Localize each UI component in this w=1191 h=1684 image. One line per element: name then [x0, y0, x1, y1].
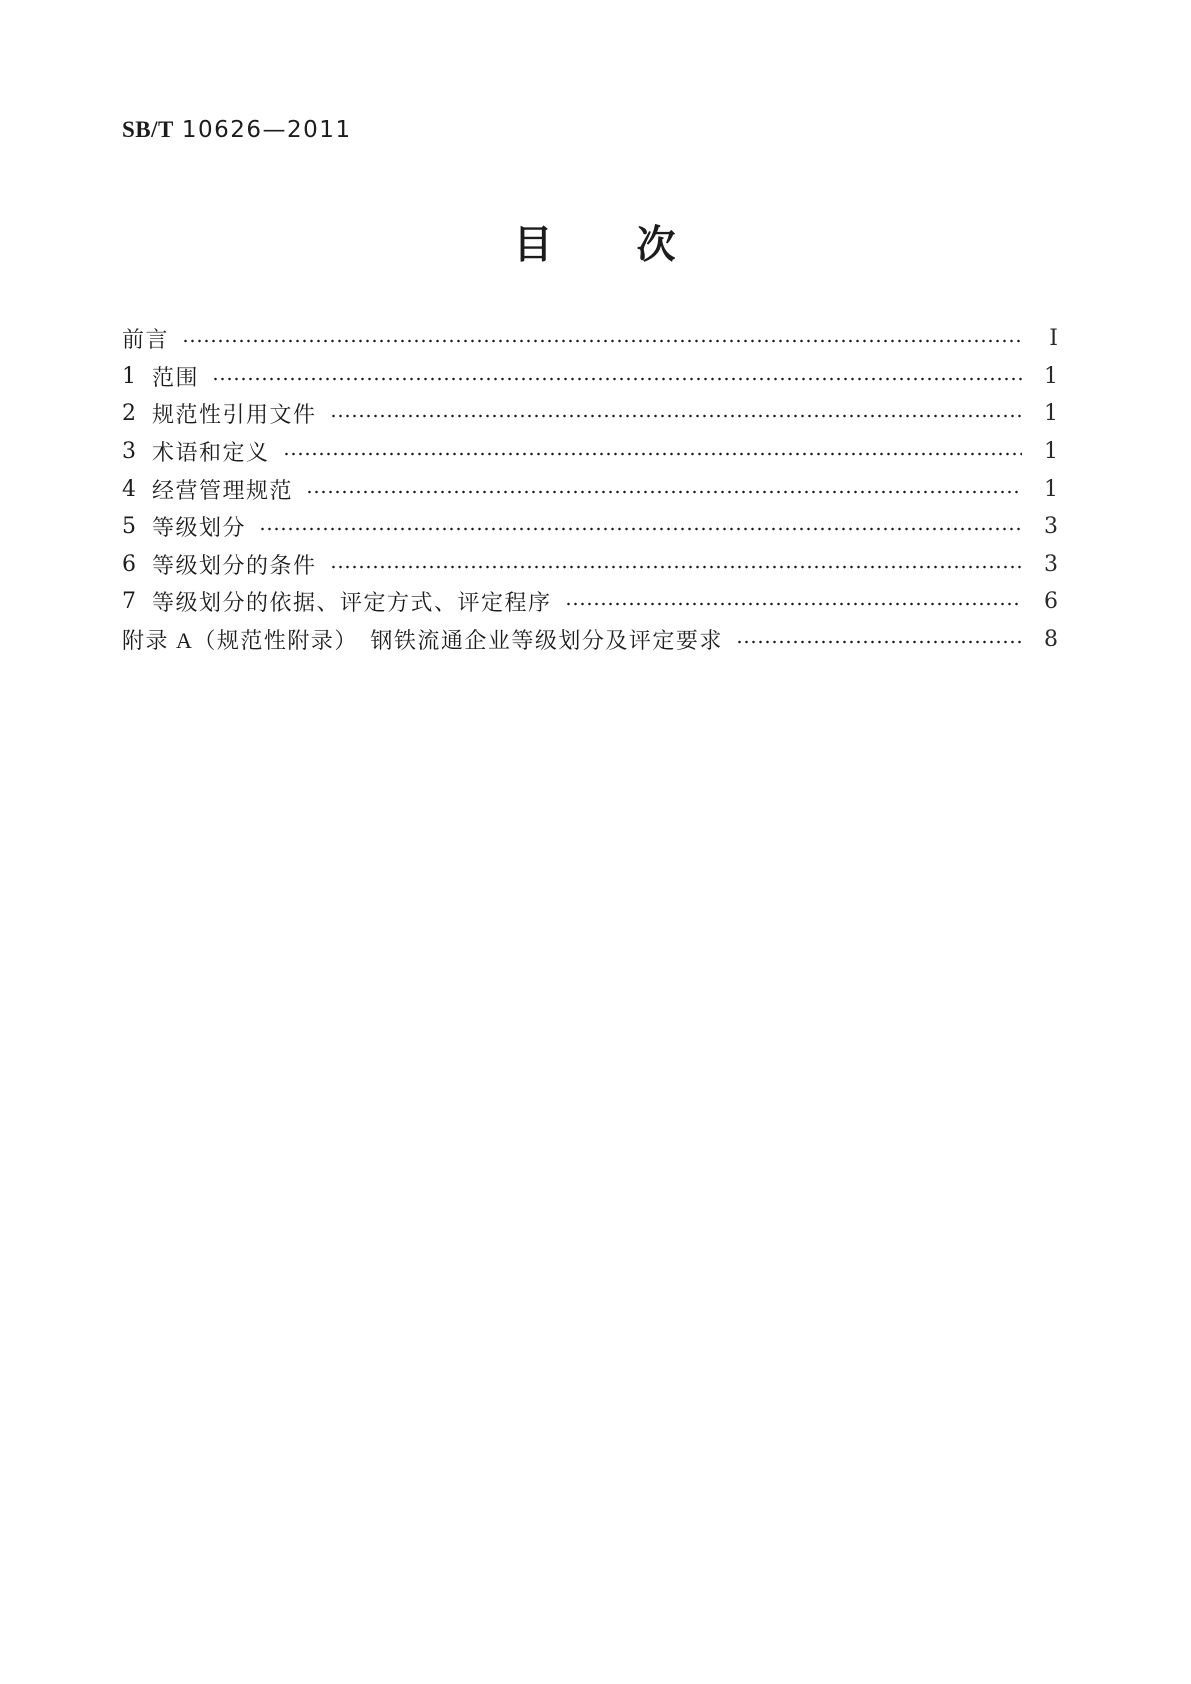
toc-entry-page: 6 — [1044, 589, 1058, 615]
toc-entry-number: 6 — [122, 551, 136, 577]
toc-title: 目 次 — [513, 224, 678, 267]
toc-entry-page: 3 — [1044, 551, 1058, 577]
dot-leader — [182, 320, 1022, 358]
toc-entry-grade-conditions — [122, 546, 1058, 584]
toc-entry-grade-classification — [122, 508, 1058, 546]
dot-leader — [212, 358, 1022, 396]
toc-entry-number: 4 — [122, 476, 136, 502]
toc-list — [122, 320, 1058, 658]
dot-leader — [330, 395, 1022, 433]
toc-entry-label: 前言 — [122, 327, 170, 353]
toc-entry-terms-definitions — [122, 433, 1058, 471]
dot-leader — [283, 433, 1022, 471]
document-code — [122, 117, 352, 143]
toc-entry-foreword — [122, 320, 1058, 358]
toc-entry-management-standards — [122, 470, 1058, 508]
dot-leader — [565, 583, 1022, 621]
toc-entry-page: 3 — [1044, 514, 1058, 540]
toc-entry-page: 1 — [1044, 401, 1058, 427]
toc-entry-page: I — [1049, 326, 1058, 352]
toc-entry-label: 范围 — [152, 364, 200, 390]
toc-entry-page: 1 — [1044, 476, 1058, 502]
toc-entry-normative-references — [122, 395, 1058, 433]
toc-entry-scope — [122, 358, 1058, 396]
toc-entry-label: 等级划分的条件 — [152, 552, 317, 578]
toc-entry-number: 2 — [122, 401, 136, 427]
toc-entry-label: 等级划分的依据、评定方式、评定程序 — [152, 590, 552, 616]
toc-entry-label: 等级划分 — [152, 515, 247, 541]
document-code-prefix: SB/T — [122, 117, 174, 142]
toc-entry-page: 8 — [1044, 627, 1058, 653]
toc-entry-number: 7 — [122, 589, 136, 615]
toc-entry-label: 附录 A（规范性附录） 钢铁流通企业等级划分及评定要求 — [122, 628, 723, 654]
toc-entry-number: 1 — [122, 363, 136, 389]
toc-entry-label: 规范性引用文件 — [152, 402, 317, 428]
document-code-number: 10626—2011 — [181, 117, 352, 143]
dot-leader — [306, 470, 1022, 508]
dot-leader — [330, 546, 1022, 584]
toc-entry-page: 1 — [1044, 439, 1058, 465]
toc-entry-grade-basis-procedures — [122, 583, 1058, 621]
toc-entry-appendix-a — [122, 621, 1058, 659]
toc-entry-number: 3 — [122, 439, 136, 465]
toc-entry-number: 5 — [122, 514, 136, 540]
toc-entry-label: 经营管理规范 — [152, 477, 294, 503]
toc-entry-label: 术语和定义 — [152, 440, 270, 466]
dot-leader — [736, 621, 1022, 659]
dot-leader — [259, 508, 1022, 546]
toc-entry-page: 1 — [1044, 363, 1058, 389]
